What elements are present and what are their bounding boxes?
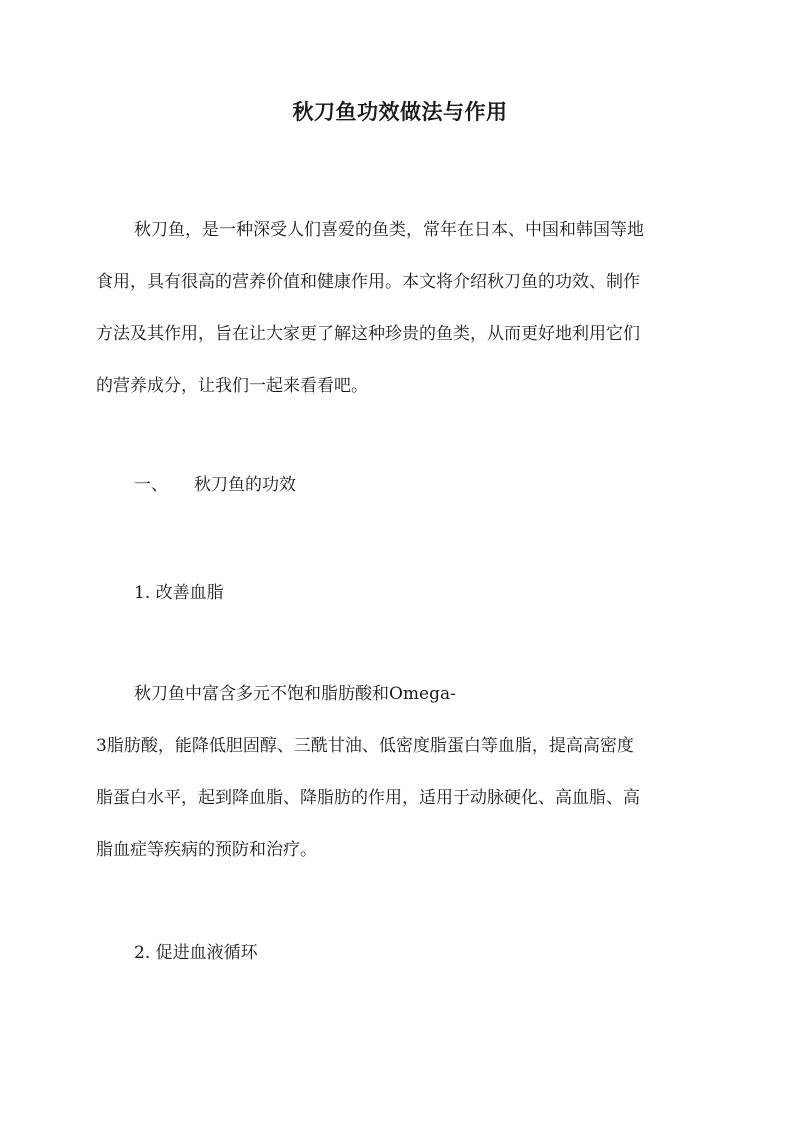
section-title: 秋刀鱼的功效 xyxy=(194,475,296,495)
intro-paragraph xyxy=(96,204,706,412)
item-heading-1: 1. 改善血脂 xyxy=(134,583,224,603)
item1-line-2: 3脂肪酸，能降低胆固醇、三酰甘油、低密度脂蛋白等血脂，提高高密度 xyxy=(96,736,634,756)
document-title: 秋刀鱼功效做法与作用 xyxy=(292,99,508,124)
item1-line-3: 脂蛋白水平，起到降血脂、降脂肪的作用，适用于动脉硬化、高血脂、高 xyxy=(96,788,640,808)
intro-line-3: 方法及其作用，旨在让大家更了解这种珍贵的鱼类，从而更好地利用它们 xyxy=(96,324,640,344)
item1-paragraph xyxy=(96,668,706,876)
intro-line-1: 秋刀鱼，是一种深受人们喜爱的鱼类，常年在日本、中国和韩国等地 xyxy=(134,220,644,240)
section-number: 一、 xyxy=(134,475,168,495)
item1-line-4: 脂血症等疾病的预防和治疗。 xyxy=(96,840,317,860)
intro-line-2: 食用，具有很高的营养价值和健康作用。本文将介绍秋刀鱼的功效、制作 xyxy=(96,272,640,292)
section-heading-1 xyxy=(134,470,296,495)
item-heading-2: 2. 促进血液循环 xyxy=(134,943,258,963)
intro-line-4: 的营养成分，让我们一起来看看吧。 xyxy=(96,376,368,396)
item1-line-1: 秋刀鱼中富含多元不饱和脂肪酸和Omega- xyxy=(134,684,456,704)
